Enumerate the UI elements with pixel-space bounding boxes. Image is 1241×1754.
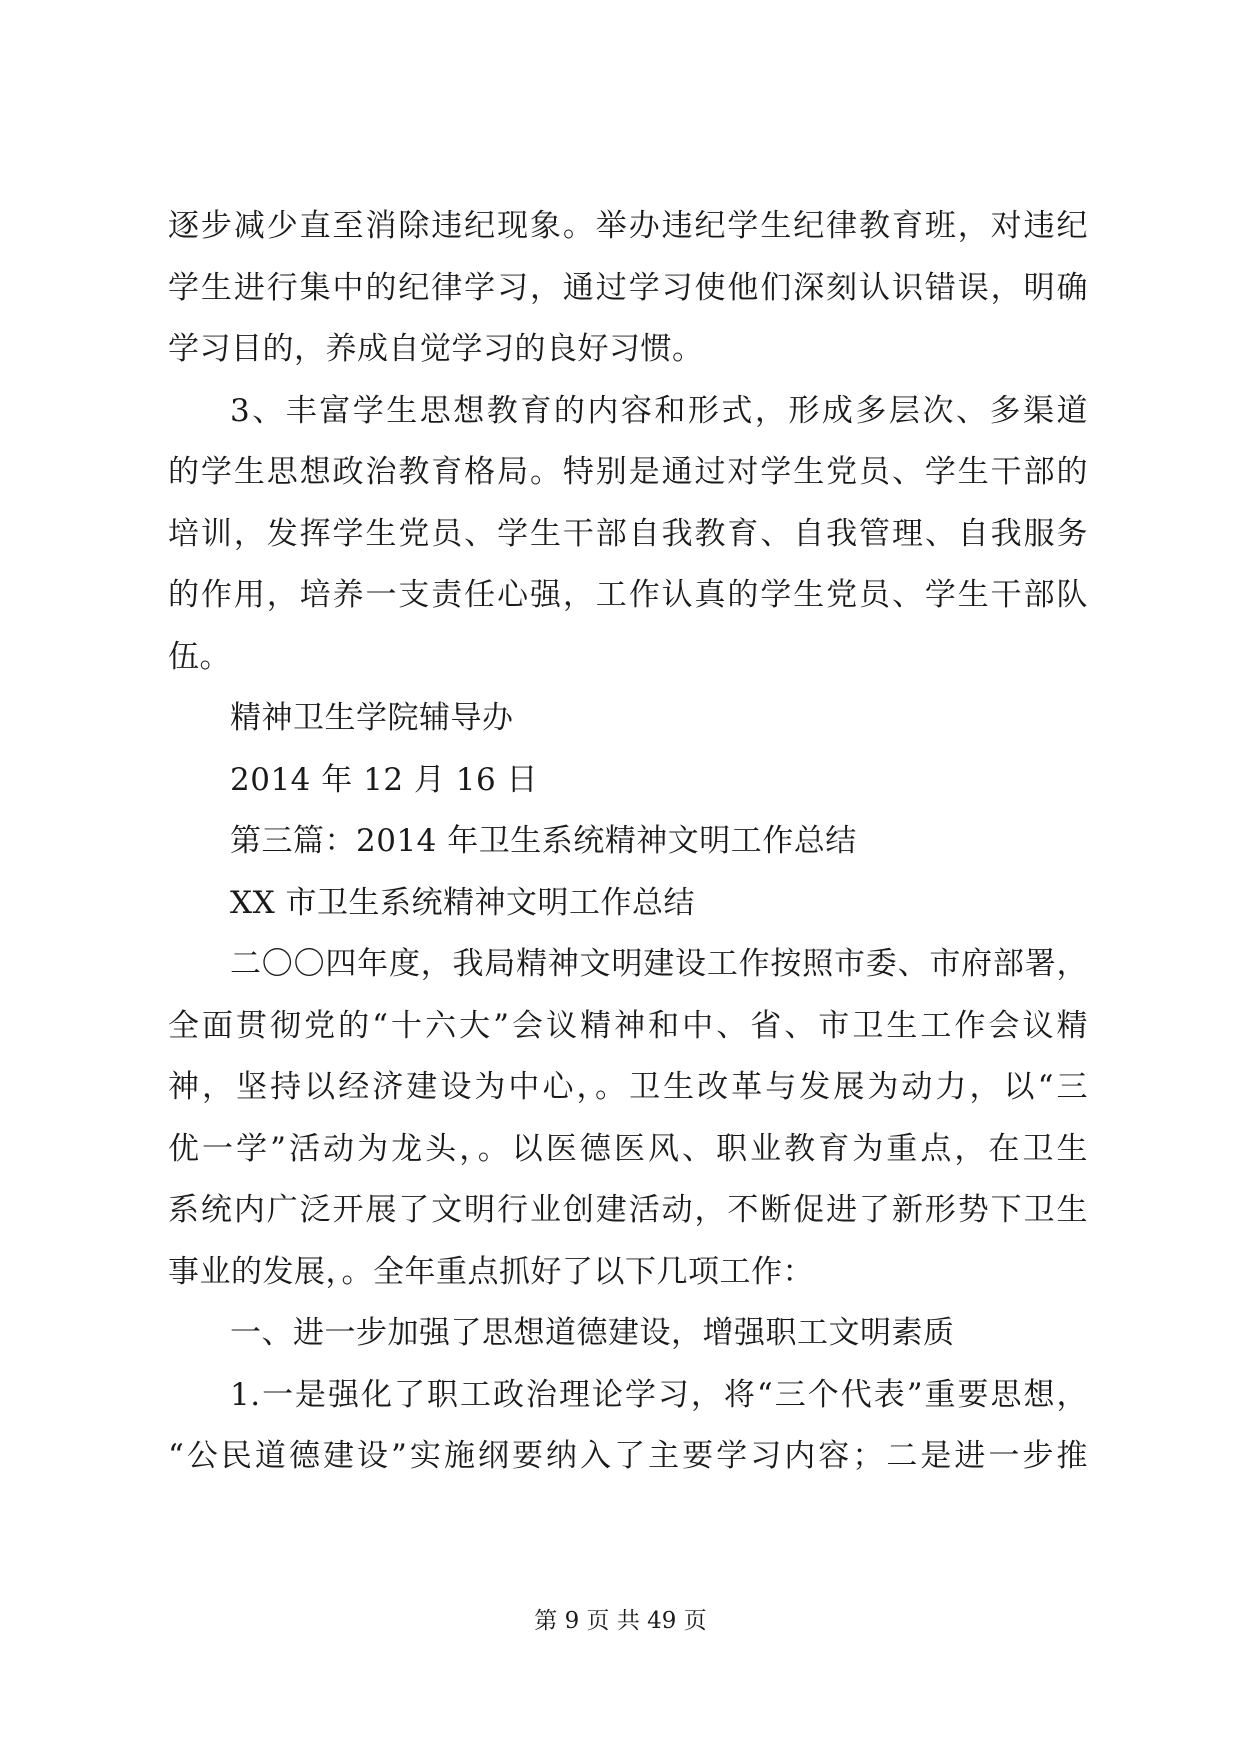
text-line: 优一学”活动为龙头，。以医德医风、职业教育为重点，在卫生 — [168, 1130, 1088, 1167]
document-body — [168, 196, 1088, 1488]
text-line: 全面贯彻党的“十六大”会议精神和中、省、市卫生工作会议精 — [168, 1007, 1088, 1044]
text-line: “公民道德建设”实施纲要纳入了主要学习内容；二是进一步推 — [168, 1438, 1088, 1474]
text-line: 一、进一步加强了思想道德建设，增强职工文明素质 — [230, 1315, 955, 1351]
text-line: 神，坚持以经济建设为中心，。卫生改革与发展为动力，以“三 — [168, 1069, 1088, 1105]
text-line: 精神卫生学院辅导办 — [230, 700, 514, 736]
text-line: 逐步减少直至消除违纪现象。举办违纪学生纪律教育班，对违纪 — [168, 208, 1088, 244]
text-line: 事业的发展，。全年重点抓好了以下几项工作： — [168, 1253, 814, 1290]
text-line: 学生进行集中的纪律学习，通过学习使他们深刻认识错误，明确 — [168, 269, 1088, 306]
text-line: 的作用，培养一支责任心强，工作认真的学生党员、学生干部队 — [168, 577, 1088, 613]
text-line: 2014 年 12 月 16 日 — [230, 761, 539, 798]
text-line: XX 市卫生系统精神文明工作总结 — [230, 884, 695, 921]
text-line: 伍。 — [168, 638, 231, 675]
text-line: 1.一是强化了职工政治理论学习，将“三个代表”重要思想， — [230, 1376, 1088, 1413]
text-line: 系统内广泛开展了文明行业创建活动，不断促进了新形势下卫生 — [168, 1192, 1088, 1228]
text-line: 3、丰富学生思想教育的内容和形式，形成多层次、多渠道 — [230, 392, 1088, 429]
text-line: 二〇〇四年度，我局精神文明建设工作按照市委、市府部署， — [230, 946, 1088, 982]
text-line: 学习目的，养成自觉学习的良好习惯。 — [168, 331, 704, 367]
text-line: 第三篇：2014 年卫生系统精神文明工作总结 — [230, 823, 857, 859]
page-footer: 第 9 页 共 49 页 — [534, 1608, 707, 1634]
text-line: 的学生思想政治教育格局。特别是通过对学生党员、学生干部的 — [168, 454, 1088, 490]
text-line: 培训，发挥学生党员、学生干部自我教育、自我管理、自我服务 — [168, 515, 1088, 552]
